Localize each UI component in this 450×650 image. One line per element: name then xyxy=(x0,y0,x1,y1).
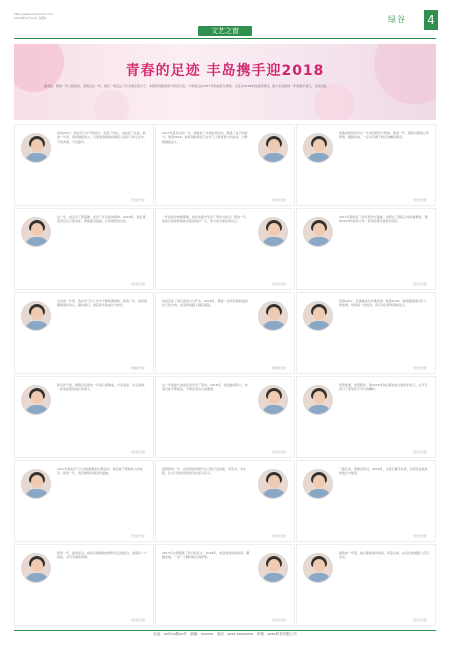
masthead-info xyxy=(14,12,74,20)
profile-text: 这一年我最大的收获是学会了坚持。2018年，我会继续努力，向着目标不断前进，不辜负身边人的期望。 xyxy=(162,383,248,392)
profile-signature: （学生代表） xyxy=(269,534,288,538)
profile-text: 这一年，我走出了舒适圈，尝试了许多新的事物。2018年，我会更加坚定自己的目标，勇敢面对挑战，让青春绽放光彩。 xyxy=(57,215,146,224)
profile-card xyxy=(14,124,154,206)
portrait-photo xyxy=(21,469,51,499)
profile-card xyxy=(296,544,436,626)
profile-text: 2017年我收获了很多感动与温暖，也明白了团队合作的重要性。期待2018年能和大家一起创造更多美好的回忆。 xyxy=(339,215,428,224)
headline: 青春的足迹 丰岛携手迎2018 xyxy=(125,63,325,79)
profile-card xyxy=(14,208,154,290)
portrait-photo xyxy=(303,553,333,583)
profile-signature: （学生代表） xyxy=(128,198,147,202)
portrait-photo xyxy=(21,385,51,415)
intro-text: 编者按：新的一年已经到来，回顾过去一年，我们一同走过了许多难忘的日子。本版特别邀请部分师生代表，分享他们在2017年的收获与感悟，以及对2018年的美好期待，愿大家在新的一年里携手前行，共创佳绩。 xyxy=(44,84,330,88)
flower-decoration xyxy=(94,90,130,120)
profile-text: 一路走来，感谢有你们。2018年，让我们携手并进，共同见证彼此的成长与蜕变。 xyxy=(339,467,428,476)
profile-card xyxy=(296,208,436,290)
profile-card xyxy=(155,208,295,290)
profile-card xyxy=(155,292,295,374)
profile-signature: （学生代表） xyxy=(410,198,429,202)
portrait-photo xyxy=(303,217,333,247)
profile-text: 新的一年，新的起点。我将以饱满的热情和坚定的信念，迎接每一个挑战，书写无悔的青春。 xyxy=(57,551,148,560)
profile-signature: （学生代表） xyxy=(410,450,429,454)
profile-signature: （学生代表） xyxy=(269,282,288,286)
profile-card xyxy=(155,376,295,458)
portrait-photo xyxy=(303,133,333,163)
masthead-line: http://www.xxxxxxxx.com xyxy=(14,12,53,16)
profile-card xyxy=(296,460,436,542)
profile-text: 2017年让我懂得了努力的意义。2018年，我会更加珍惜时间，脚踏实地，一步一个脚印地走向梦想。 xyxy=(162,551,250,560)
profile-text: 展望新的一年，我希望能够提升自己的专业技能，多读书、多实践，让自己的青春更加充实而有意义。 xyxy=(162,467,247,476)
masthead-rule xyxy=(14,38,436,39)
profile-text: 时间见证了我们的努力与汗水。2018年，愿每一位同学都能找到自己的方向，在追梦的路上越走越远。 xyxy=(162,299,248,308)
section-label: 文艺之窗 xyxy=(198,26,252,36)
profile-card xyxy=(296,124,436,206)
portrait-photo xyxy=(258,385,288,415)
profile-signature: （学生代表） xyxy=(128,534,147,538)
profile-signature: （教师代表） xyxy=(269,366,288,370)
portrait-photo xyxy=(21,217,51,247)
profile-card xyxy=(155,124,295,206)
portrait-photo xyxy=(258,553,288,583)
profile-card xyxy=(296,376,436,458)
profile-signature: （教师代表） xyxy=(128,366,147,370)
profile-card xyxy=(14,460,154,542)
page-number: 4 xyxy=(424,10,438,30)
masthead-line: 2018年xx月xx日 星期x xyxy=(14,16,47,20)
flower-decoration xyxy=(314,84,354,120)
profile-signature: （学生代表） xyxy=(128,282,147,286)
paper-logo: 绿谷 xyxy=(388,15,406,24)
profile-signature: （学生代表） xyxy=(410,618,429,622)
portrait-photo xyxy=(303,469,333,499)
profile-text: 愿新的一年里，我们都能保持热爱，奔赴山海，在各自的道路上闪闪发光。 xyxy=(339,551,430,560)
profile-signature: （学生代表） xyxy=(410,282,429,286)
portrait-photo xyxy=(21,301,51,331)
profile-card xyxy=(14,292,154,374)
portrait-photo xyxy=(303,385,333,415)
masthead-brand xyxy=(388,10,438,30)
portrait-photo xyxy=(258,469,288,499)
portrait-photo xyxy=(21,553,51,583)
portrait-photo xyxy=(258,301,288,331)
feature-banner xyxy=(14,44,436,120)
profile-card xyxy=(14,544,154,626)
footer-rule xyxy=(14,630,436,631)
profile-signature: （学生代表） xyxy=(269,198,288,202)
profile-text: 感恩相遇，感恩陪伴。愿2018年我们都能成为更好的自己，在平凡的日子里创造不平凡的精彩。 xyxy=(339,383,428,392)
profile-signature: （学生代表） xyxy=(269,450,288,454)
profile-card xyxy=(296,292,436,374)
profile-text: 新年新气象，愿我们在新的一年里心想事成，学业进步，生活美满，一起迎接更加灿烂的明天。 xyxy=(57,383,148,392)
portrait-photo xyxy=(258,133,288,163)
profile-signature: （学生代表） xyxy=(410,534,429,538)
profile-text: 2017年我在学习之余积极参加志愿活动，体会到了帮助他人的快乐。新的一年，我会继续传递这份温暖。 xyxy=(57,467,143,476)
portrait-photo xyxy=(258,217,288,247)
profile-signature: （学生代表） xyxy=(128,450,147,454)
profile-text: 回顾2017，充满挑战也充满希望。展望2018，我将继续保持学习的热情，珍惜每一次机会，用行动诠释青春的意义。 xyxy=(339,299,427,308)
profile-text: 感谢老师和同学们一年来的陪伴与帮助。新的一年，愿我们都能心怀梦想，脚踏实地，一起书写属于我们的精彩篇章。 xyxy=(339,131,430,140)
profile-text: 回首2017，我在学习中不断成长，收获了知识，也收获了友谊。新的一年里，我将继续努力，以更加饱满的热情投入到学习和生活中，不负青春，不负韶华。 xyxy=(57,131,148,144)
portrait-photo xyxy=(21,133,51,163)
profile-text: 过去的一年里，我在学习与工作中不断积累经验。新的一年，我希望继续保持初心，踏实前行，收获更多的成长与快乐。 xyxy=(57,299,148,308)
portrait-photo xyxy=(303,301,333,331)
profile-signature: （学生代表） xyxy=(269,618,288,622)
profile-text: 2017年是充实的一年，我参加了多项社团活动，锻炼了自己的能力。展望2018，我希望能够在专业学习上取得更大的进步，为梦想继续奋斗。 xyxy=(162,131,248,144)
profile-signature: （学生代表） xyxy=(128,618,147,622)
profile-card xyxy=(155,544,295,626)
profile-card xyxy=(155,460,295,542)
profile-card xyxy=(14,376,154,458)
footer: 社址：xx市xx路xx号 邮编：xxxxxx 电话：xxxx-xxxxxxxx 印刷：xxxx印务有限公司 xyxy=(153,632,297,636)
profile-text: 一年的时光转瞬即逝，我在实践中学会了坚持与担当。新的一年，我将以更加积极的态度迎接每一天，努力成为更好的自己。 xyxy=(162,215,250,224)
profile-signature: （学生代表） xyxy=(410,366,429,370)
